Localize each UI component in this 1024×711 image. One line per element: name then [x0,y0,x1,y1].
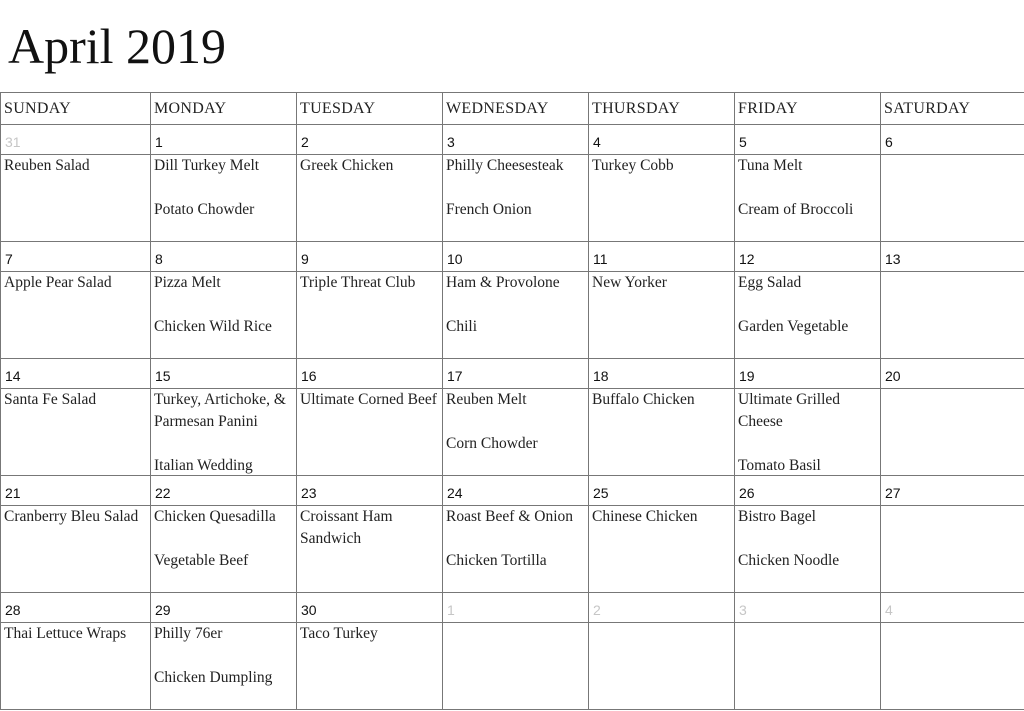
day-number: 11 [589,242,734,272]
day-number: 16 [297,359,442,389]
menu-item-soup: Tomato Basil [738,457,821,474]
day-cell [297,125,443,242]
menu-item-soup: French Onion [446,201,532,218]
weekday-header: FRIDAY [735,93,881,125]
week-row [1,242,1024,359]
day-cell [735,476,881,593]
menu-item-main: Bistro Bagel [738,508,816,525]
day-number: 23 [297,476,442,506]
day-cell [1,359,151,476]
menu-item-main: Santa Fe Salad [4,391,97,408]
day-number: 21 [1,476,150,506]
day-cell [735,593,881,710]
menu-item-soup: Chicken Tortilla [446,552,547,569]
day-number: 15 [151,359,296,389]
weekday-header-row [1,93,1024,125]
day-number: 18 [589,359,734,389]
day-number: 28 [1,593,150,623]
week-row [1,359,1024,476]
menu-item-main: Triple Threat Club [300,274,416,291]
menu-item-main: New Yorker [592,274,667,291]
day-cell [151,125,297,242]
day-number: 17 [443,359,588,389]
day-cell [881,242,1024,359]
day-cell [151,593,297,710]
day-cell [589,359,735,476]
menu-item-main: Ham & Provolone [446,274,560,291]
day-cell [735,359,881,476]
day-number: 27 [881,476,1024,506]
menu-item-main: Reuben Salad [4,157,90,174]
menu-item-main: Thai Lettuce Wraps [4,625,127,642]
menu-item-main: Turkey Cobb [592,157,674,174]
week-row [1,125,1024,242]
menu-item-main: Chicken Quesadilla [154,508,276,525]
day-number: 12 [735,242,880,272]
calendar-title: April 2019 [8,18,227,74]
menu-item-main: Chinese Chicken [592,508,698,525]
day-number: 19 [735,359,880,389]
menu-item-soup: Chili [446,318,478,335]
menu-item-main: Cranberry Bleu Salad [4,508,139,525]
day-number: 4 [589,125,734,155]
day-cell [1,476,151,593]
day-cell [881,125,1024,242]
menu-item-main: Philly Cheesesteak [446,157,564,174]
day-cell [589,476,735,593]
menu-item-soup: Vegetable Beef [154,552,249,569]
menu-item-main: Roast Beef & Onion [446,508,573,525]
menu-item-soup: Chicken Noodle [738,552,840,569]
menu-item-main: Ultimate Grilled Cheese [738,391,841,430]
day-number: 26 [735,476,880,506]
day-number: 14 [1,359,150,389]
day-number-outside-month: 1 [443,593,588,623]
day-number: 2 [297,125,442,155]
day-number: 9 [297,242,442,272]
day-cell [443,476,589,593]
day-cell [297,242,443,359]
day-cell [151,476,297,593]
day-cell [1,593,151,710]
day-number: 29 [151,593,296,623]
menu-item-soup: Corn Chowder [446,435,538,452]
week-row [1,593,1024,710]
menu-item-soup: Potato Chowder [154,201,255,218]
day-cell [443,242,589,359]
day-cell [443,593,589,710]
day-cell [297,593,443,710]
calendar-grid [0,92,1024,710]
day-cell [881,359,1024,476]
menu-item-main: Philly 76er [154,625,223,642]
day-number: 24 [443,476,588,506]
week-row [1,476,1024,593]
menu-item-main: Tuna Melt [738,157,803,174]
weekday-header: MONDAY [151,93,297,125]
day-number: 7 [1,242,150,272]
menu-item-main: Apple Pear Salad [4,274,112,291]
day-number: 30 [297,593,442,623]
day-number: 13 [881,242,1024,272]
day-cell [151,359,297,476]
menu-item-main: Buffalo Chicken [592,391,695,408]
menu-item-main: Reuben Melt [446,391,527,408]
day-number: 22 [151,476,296,506]
day-number: 25 [589,476,734,506]
day-cell [443,359,589,476]
menu-item-soup: Chicken Wild Rice [154,318,272,335]
menu-item-main: Turkey, Artichoke, & Parmesan Panini [154,391,286,430]
day-number: 6 [881,125,1024,155]
menu-item-main: Egg Salad [738,274,802,291]
day-cell [589,125,735,242]
day-number: 10 [443,242,588,272]
day-cell [589,593,735,710]
weekday-header: THURSDAY [589,93,735,125]
day-cell [881,476,1024,593]
menu-item-main: Croissant Ham Sandwich [300,508,393,547]
day-number: 8 [151,242,296,272]
menu-item-main: Taco Turkey [300,625,378,642]
menu-item-soup: Cream of Broccoli [738,201,854,218]
day-cell [735,125,881,242]
menu-item-soup: Italian Wedding [154,457,253,474]
day-cell [1,242,151,359]
day-number-outside-month: 3 [735,593,880,623]
day-cell [1,125,151,242]
menu-item-main: Greek Chicken [300,157,394,174]
day-cell [297,359,443,476]
day-cell [151,242,297,359]
day-number: 20 [881,359,1024,389]
weekday-header: SUNDAY [1,93,151,125]
menu-item-soup: Garden Vegetable [738,318,849,335]
weekday-header: WEDNESDAY [443,93,589,125]
weekday-header: TUESDAY [297,93,443,125]
day-cell [297,476,443,593]
day-number-outside-month: 4 [881,593,1024,623]
day-number-outside-month: 2 [589,593,734,623]
day-cell [881,593,1024,710]
day-number-outside-month: 31 [1,125,150,155]
weekday-header: SATURDAY [881,93,1024,125]
menu-item-main: Ultimate Corned Beef [300,391,437,408]
day-number: 5 [735,125,880,155]
menu-item-main: Dill Turkey Melt [154,157,260,174]
day-number: 3 [443,125,588,155]
day-cell [735,242,881,359]
day-cell [443,125,589,242]
menu-item-soup: Chicken Dumpling [154,669,273,686]
day-cell [589,242,735,359]
day-number: 1 [151,125,296,155]
menu-item-main: Pizza Melt [154,274,221,291]
